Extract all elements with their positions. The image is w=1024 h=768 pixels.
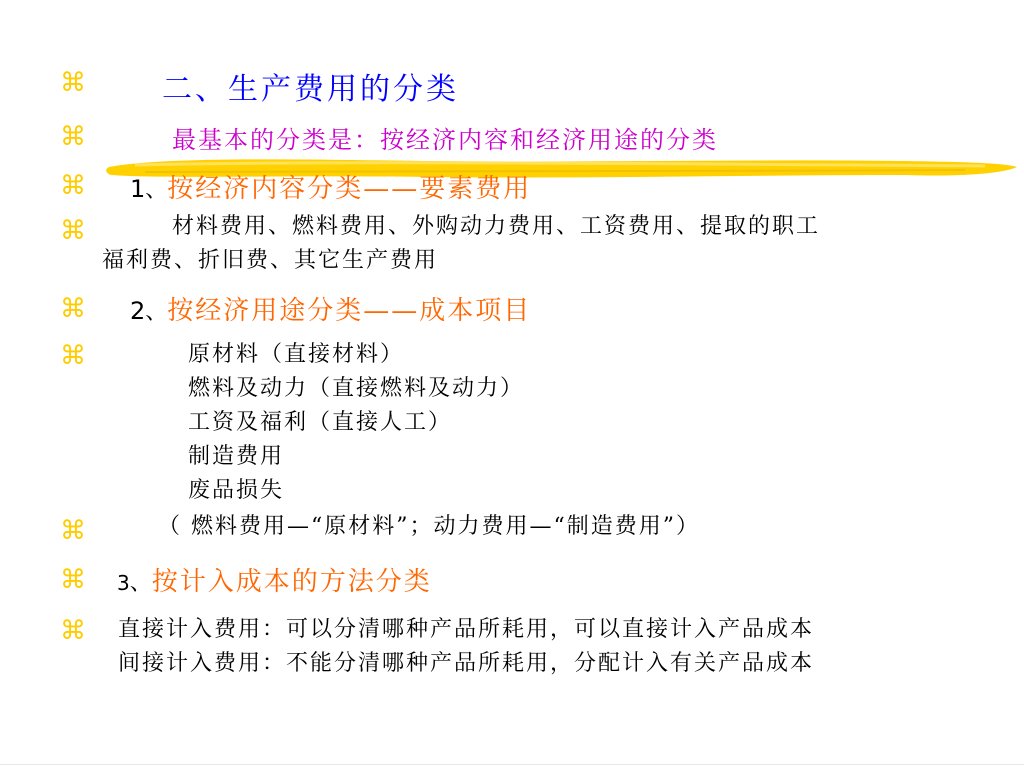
item3-number: 3	[117, 571, 130, 595]
item1-desc-line1: 材料费用、燃料费用、外购动力费用、工资费用、提取的职工	[172, 214, 821, 239]
bullet-icon: ⌘	[60, 341, 86, 371]
cost-item: 工资及福利（直接人工）	[188, 410, 453, 435]
bullet-icon: ⌘	[60, 171, 86, 201]
bullet-icon: ⌘	[60, 616, 86, 646]
item3-heading	[117, 561, 432, 598]
item1-number: 1	[130, 175, 146, 203]
slide-title: 二、生产费用的分类	[162, 72, 459, 107]
item1-desc-line2: 福利费、折旧费、其它生产费用	[102, 248, 439, 273]
cost-item: 制造费用	[188, 444, 285, 469]
item3-separator: 、	[129, 571, 152, 596]
bullet-icon: ⌘	[60, 294, 86, 324]
cost-item: 废品损失	[188, 478, 285, 503]
indirect-cost-line: 间接计入费用：不能分清哪种产品所耗用，分配计入有关产品成本	[118, 651, 815, 676]
cost-items-list	[188, 338, 524, 508]
item1-separator: 、	[145, 178, 168, 203]
item2-label: 按经济用途分类——成本项目	[167, 296, 532, 326]
cost-item: 燃料及动力（直接燃料及动力）	[188, 376, 525, 401]
bullet-icon: ⌘	[60, 68, 86, 98]
bottom-divider	[0, 764, 1024, 765]
item2-separator: 、	[145, 300, 168, 325]
item1-label: 按经济内容分类——要素费用	[167, 174, 532, 204]
fuel-power-note: （ 燃料费用—“原材料”；动力费用—“制造费用”）	[158, 514, 700, 539]
item2-heading	[130, 290, 531, 327]
cost-item: 原材料（直接材料）	[188, 342, 405, 367]
bullet-icon: ⌘	[60, 516, 86, 546]
bullet-icon: ⌘	[60, 122, 86, 152]
bullet-icon: ⌘	[60, 565, 86, 595]
direct-cost-line: 直接计入费用：可以分清哪种产品所耗用，可以直接计入产品成本	[118, 617, 815, 642]
item1-heading	[130, 168, 531, 205]
item3-desc	[118, 613, 814, 681]
item3-label: 按计入成本的方法分类	[151, 567, 432, 597]
basic-classification: 最基本的分类是：按经济内容和经济用途的分类	[172, 126, 718, 154]
bullet-icon: ⌘	[60, 216, 86, 246]
item2-number: 2	[130, 297, 146, 325]
